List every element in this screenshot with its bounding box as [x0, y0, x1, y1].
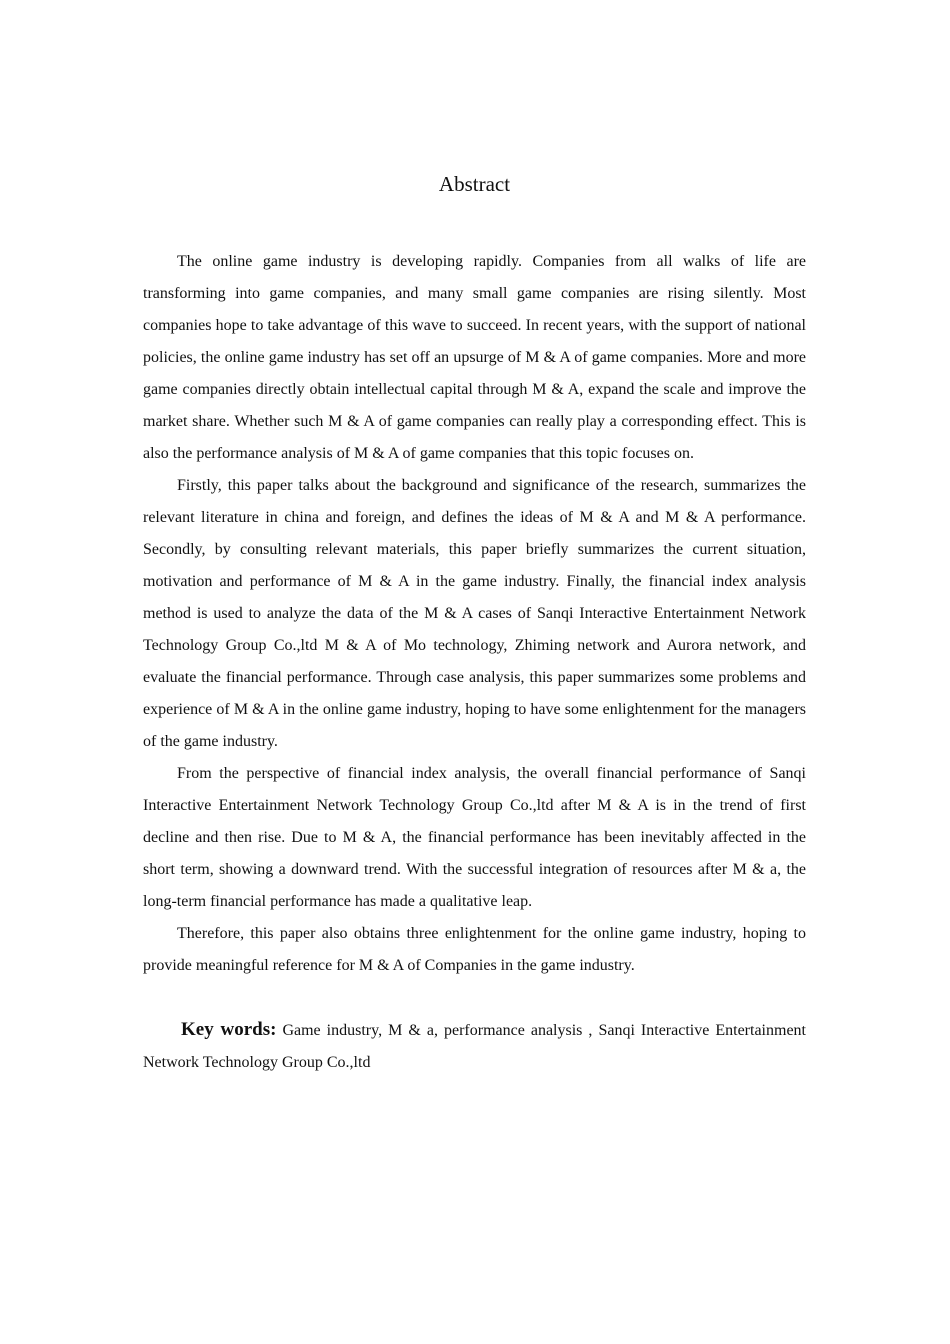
abstract-paragraph: From the perspective of financial index analysis, the overall financial performance of Sanqi Interactive Entertainment Network Technology Group Co.,ltd after M & A is in the trend of first decline and then rise. Due to M & A, the financial performance has been inevitably affected in the short term, showing a downward trend. With the successful integration of resources after M & a, the long-term financial performance has made a qualitative leap. [143, 765, 806, 910]
keywords-text: Game industry, M & a, performance analysis , Sanqi Interactive Entertainment Network Technology Group Co.,ltd [143, 1022, 806, 1071]
abstract-body [143, 246, 806, 982]
abstract-paragraph: Therefore, this paper also obtains three enlightenment for the online game industry, hoping to provide meaningful reference for M & A of Companies in the game industry. [143, 925, 806, 974]
page-title: Abstract [438, 172, 511, 196]
abstract-paragraph: The online game industry is developing rapidly. Companies from all walks of life are transforming into game companies, and many small game companies are rising silently. Most companies hope to take advantage of this wave to succeed. In recent years, with the support of national policies, the online game industry has set off an upsurge of M & A of game companies. More and more game companies directly obtain intellectual capital through M & A, expand the scale and improve the market share. Whether such M & A of game companies can really play a corresponding effect. This is also the performance analysis of M & A of game companies that this topic focuses on. [143, 253, 806, 462]
keywords-label: Key words: [181, 1019, 277, 1040]
abstract-paragraph: Firstly, this paper talks about the background and significance of the research, summarizes the relevant literature in china and foreign, and defines the ideas of M & A and M & A performance. Secondly, by consulting relevant materials, this paper briefly summarizes the current situation, motivation and performance of M & A in the game industry. Finally, the financial index analysis method is used to analyze the data of the M & A cases of Sanqi Interactive Entertainment Network Technology Group Co.,ltd M & A of Mo technology, Zhiming network and Aurora network, and evaluate the financial performance. Through case analysis, this paper summarizes some problems and experience of M & A in the online game industry, hoping to have some enlightenment for the managers of the game industry. [143, 477, 806, 750]
keywords-section [143, 1014, 806, 1079]
abstract-page [143, 168, 806, 1095]
